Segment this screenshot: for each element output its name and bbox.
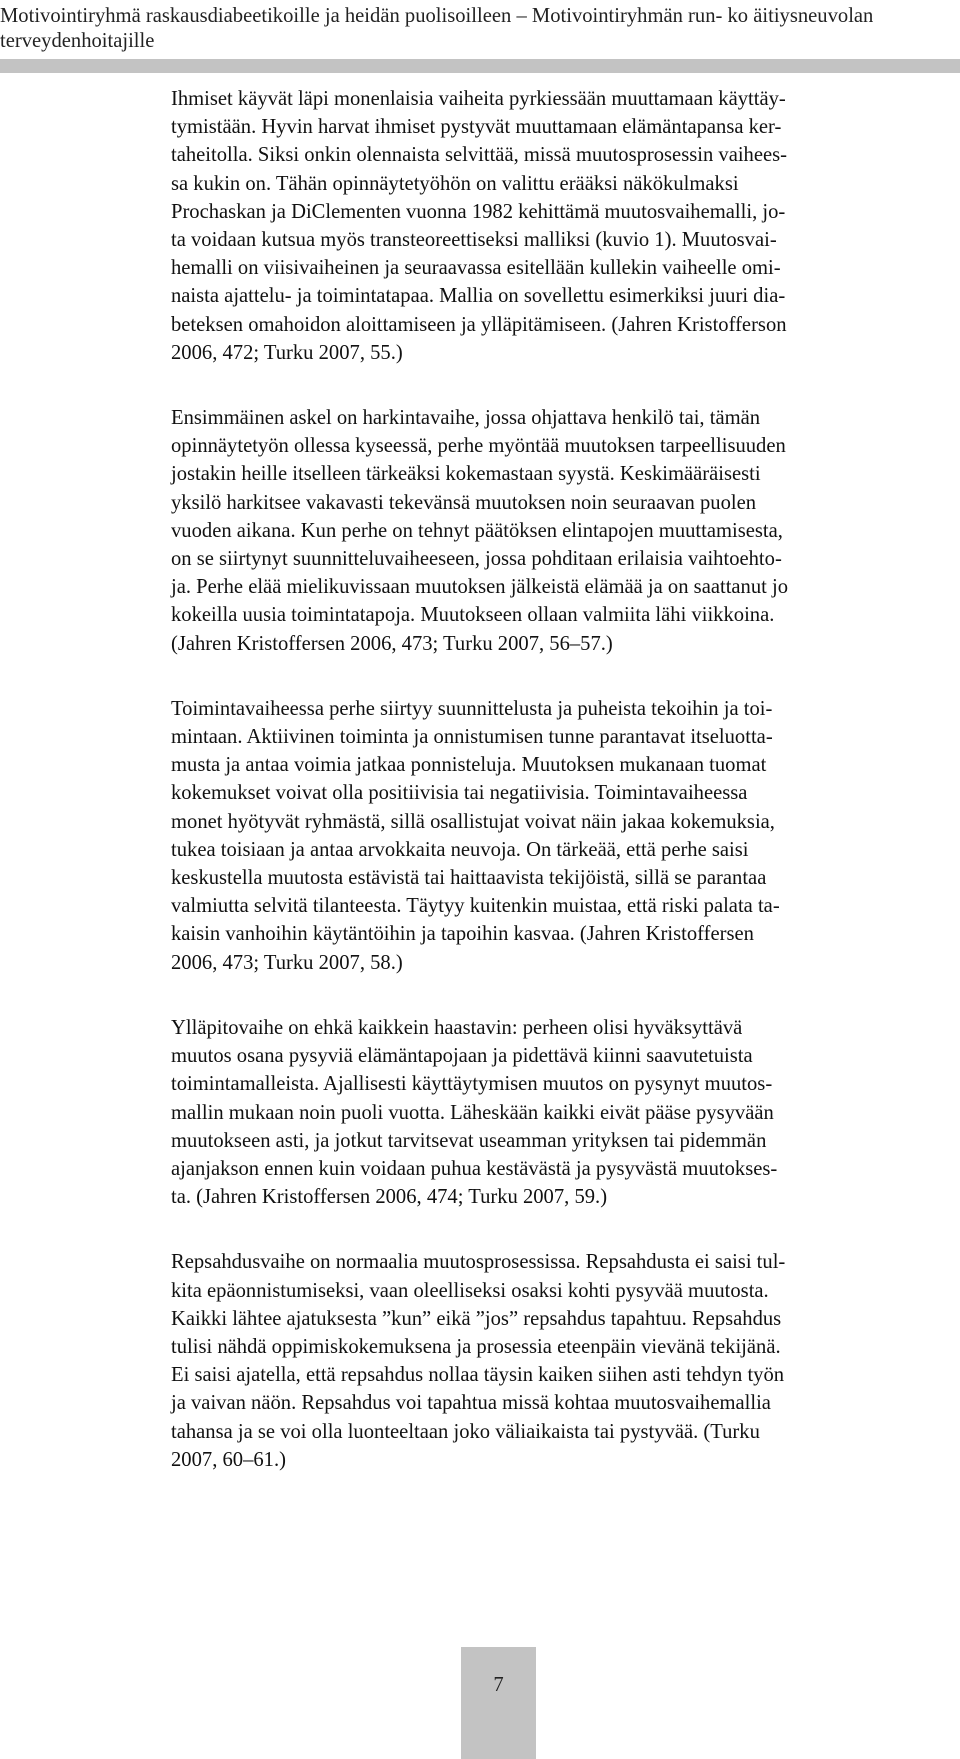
paragraph-action-stage: Toimintavaiheessa perhe siirtyy suunnittelusta ja puheista tekoihin ja toi- mintaan. Aktiivinen toiminta ja onnistumisen tunne parantavat itseluotta- musta ja antaa voimia jatkaa ponnisteluja. Muutoksen mukanaan tuomat kokemukset voivat olla positiivisia tai negatiivisia. Toimintavaiheessa monet hyötyvät ryhmästä, sillä osallistujat voivat näin jakaa kokemuksia, tukea toisiaan ja antaa arvokkaita neuvoja. On tärkeää, että perhe saisi keskustella muutosta estävistä tai haittaavista tekijöistä, sillä se parantaa valmiutta selvitä tilanteesta. Täytyy kuitenkin muistaa, että riski palata ta- kaisin vanhoihin käytäntöihin ja tapoihin kasvaa. (Jahren Kristoffersen 2006, 473; Turku 2007, 58.) [171,697,780,974]
page-number: 7 [493,1674,504,1696]
page-number-box [461,1647,536,1759]
paragraph-contemplation-planning: Ensimmäinen askel on harkintavaihe, jossa ohjattava henkilö tai, tämän opinnäytetyön ollessa kyseessä, perhe myöntää muutoksen tarpeellisuuden jostakin heille itselleen tärkeäksi kokemastaan syystä. Keskimääräisesti yksilö harkitsee vakavasti tekevänsä muutoksen noin seuraavan puolen vuoden aikana. Kun perhe on tehnyt päätöksen elintapojen muuttamisesta, on se siirtynyt suunnitteluvaiheeseen, jossa pohditaan erilaisia vaihtoehto- ja. Perhe elää mielikuvissaan muutoksen jälkeistä elämää ja on saattanut jo kokeilla uusia toimintatapoja. Muutokseen ollaan valmiita lähi viikkoina. (Jahren Kristoffersen 2006, 473; Turku 2007, 56–57.) [171,407,789,655]
running-header-title: Motivointiryhmä raskausdiabeetikoille ja heidän puolisoilleen – Motivointiryhmän run- ko äitiysneuvolan terveydenhoitajille [0,5,874,52]
page-header [0,0,960,73]
paragraph-relapse-stage: Repsahdusvaihe on normaalia muutosprosessissa. Repsahdusta ei saisi tul- kita epäonnistumiseksi, vaan oleelliseksi osaksi kohti pysyvää muutosta. Kaikki lähtee ajatuksesta ”kun” eikä ”jos” repsahdus tapahtuu. Repsahdus tulisi nähdä oppimiskokemuksena ja prosessia eteenpäin vievänä tekijänä. Ei saisi ajatella, että repsahdus nollaa täysin kaiken siihen asti tehdyn työn ja vaivan näön. Repsahdus voi tapahtua missä kohtaa muutosvaihemallia tahansa ja se voi olla luonteeltaan joko väliaikaista tai pystyvää. (Turku 2007, 60–61.) [171,1251,786,1471]
paragraph-stages-intro: Ihmiset käyvät läpi monenlaisia vaiheita pyrkiessään muuttamaan käyttäy- tymistään. Hyvin harvat ihmiset pystyvät muuttamaan elämäntapansa ker- taheitolla. Siksi onkin olennaista selvittää, missä muutosprosessin vaihees- sa kukin on. Tähän opinnäytetyöhön on valittu erääksi näkökulmaksi Prochaskan ja DiClementen vuonna 1982 kehittämä muutosvaihemalli, jo- ta voidaan kutsua myös transteoreettiseksi malliksi (kuvio 1). Muutosvai- hemalli on viisivaiheinen ja seuraavassa esitellään kullekin vaiheelle omi- naista ajattelu- ja toimintatapaa. Mallia on sovellettu esimerkiksi juuri dia- beteksen omahoidon aloittamiseen ja ylläpitämiseen. (Jahren Kristofferson 2006, 472; Turku 2007, 55.) [171,88,788,364]
header-rule [0,59,960,73]
document-body [171,85,960,1511]
paragraph-maintenance-stage: Ylläpitovaihe on ehkä kaikkein haastavin: perheen olisi hyväksyttävä muutos osana pysyviä elämäntapojaan ja pidettävä kiinni saavutetuista toimintamalleista. Ajallisesti käyttäytymisen muutos on pysynyt muutos- mallin mukaan noin puoli vuotta. Läheskään kaikki eivät pääse pysyvään muutokseen asti, ja jotkut tarvitsevat useamman yrityksen tai pidemmän ajanjakson ennen kuin voidaan puhua kestävästä ja pysyvästä muutokses- ta. (Jahren Kristoffersen 2006, 474; Turku 2007, 59.) [171,1016,778,1209]
